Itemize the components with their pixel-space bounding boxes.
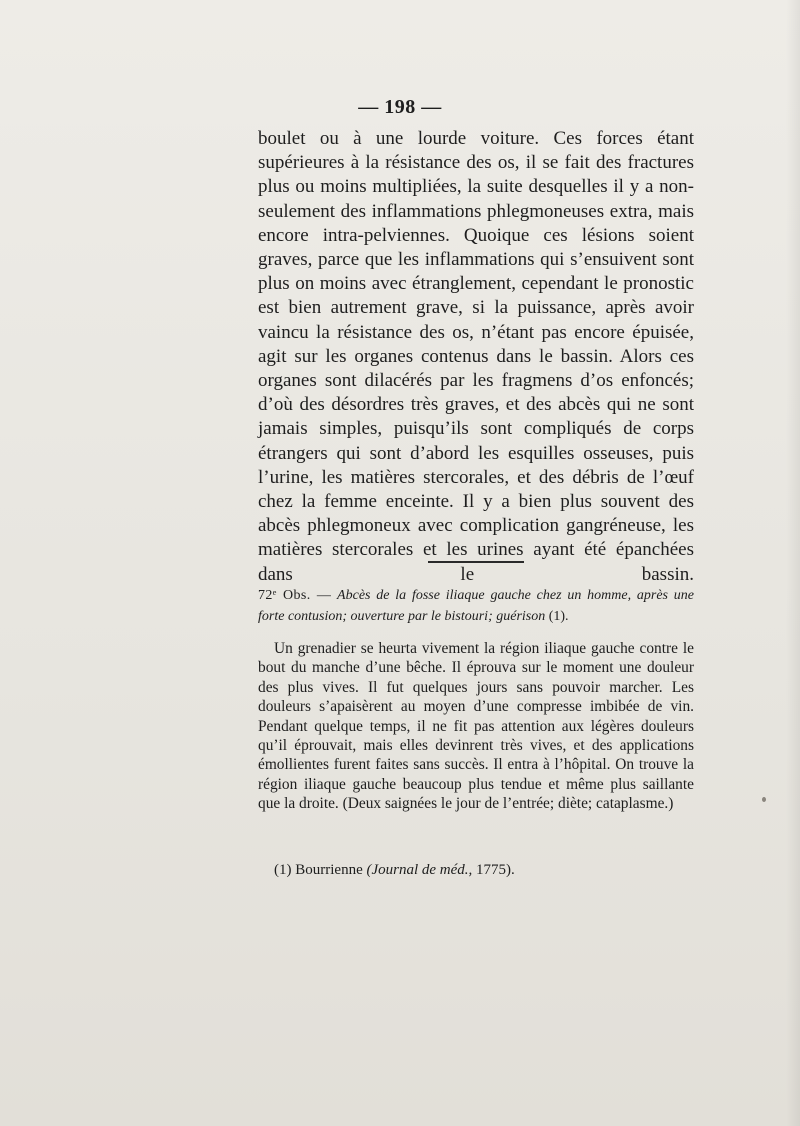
observation-footnote-ref: (1). <box>548 609 569 624</box>
footnote-author: Bourrienne <box>295 862 363 878</box>
observation-heading <box>258 585 694 627</box>
observation-number: 72ᵉ Obs. — <box>258 588 332 603</box>
paper-speck <box>762 797 766 802</box>
page-number: — 198 — <box>358 96 442 118</box>
body-paragraph: boulet ou à une lourde voiture. Ces forces étant supérieures à la résistance des os, il se fait des fractures plus ou moins multipliées, la suite desquelles il y a non-seulement des inflammations phlegmoneuses extra, mais encore intra-pelviennes. Quoique ces lésions soient graves, parce que les inflammations qui s’ensuivent sont plus on moins avec étranglement, cependant le pronostic est bien autrement grave, si la puissance, après avoir vaincu la résistance des os, n’étant pas encore épuisée, agit sur les organes contenus dans le bassin. Alors ces organes sont dilacérés par les fragmens d’os enfoncés; d’où des désordres très graves, et des abcès qui ne sont jamais simples, puisqu’ils sont compliqués de corps étrangers qui sont d’abord les esquilles osseuses, puis l’urine, les matières stercorales, et des débris de l’œuf chez la femme enceinte. Il y a bien plus souvent des abcès phlegmoneux avec complication gangréneuse, les matières stercorales et les urines ayant été épanchées dans le bassin. <box>258 128 694 585</box>
observation-text: Un grenadier se heurta vivement la région iliaque gauche contre le bout du manche d’une bêche. Il éprouva sur le moment une douleur des plus vives. Il fut quelques jours sans pouvoir marcher. Les douleurs s’apaisèrent au moyen d’une compresse imbibée de vin. Pendant quelque temps, il ne fit pas attention aux légères douleurs qu’il éprouvait, mais elles devinrent très vives, et des applications émollientes furent faites sans succès. Il entra à l’hôpital. On trouve la région iliaque gauche beaucoup plus tendue et même plus saillante que la droite. (Deux saignées le jour de l’entrée; diète; cataplasme.) <box>258 640 694 813</box>
footnote-marker: (1) <box>274 862 292 878</box>
observation-title: Abcès de la fosse iliaque gauche chez un homme, après une forte contusion; ouverture par le bistouri; guérison <box>258 588 694 624</box>
section-divider <box>428 561 524 563</box>
footnote-year: 1775). <box>476 862 515 878</box>
footnote-source: (Journal de méd., <box>366 862 473 878</box>
footnote <box>274 860 694 880</box>
